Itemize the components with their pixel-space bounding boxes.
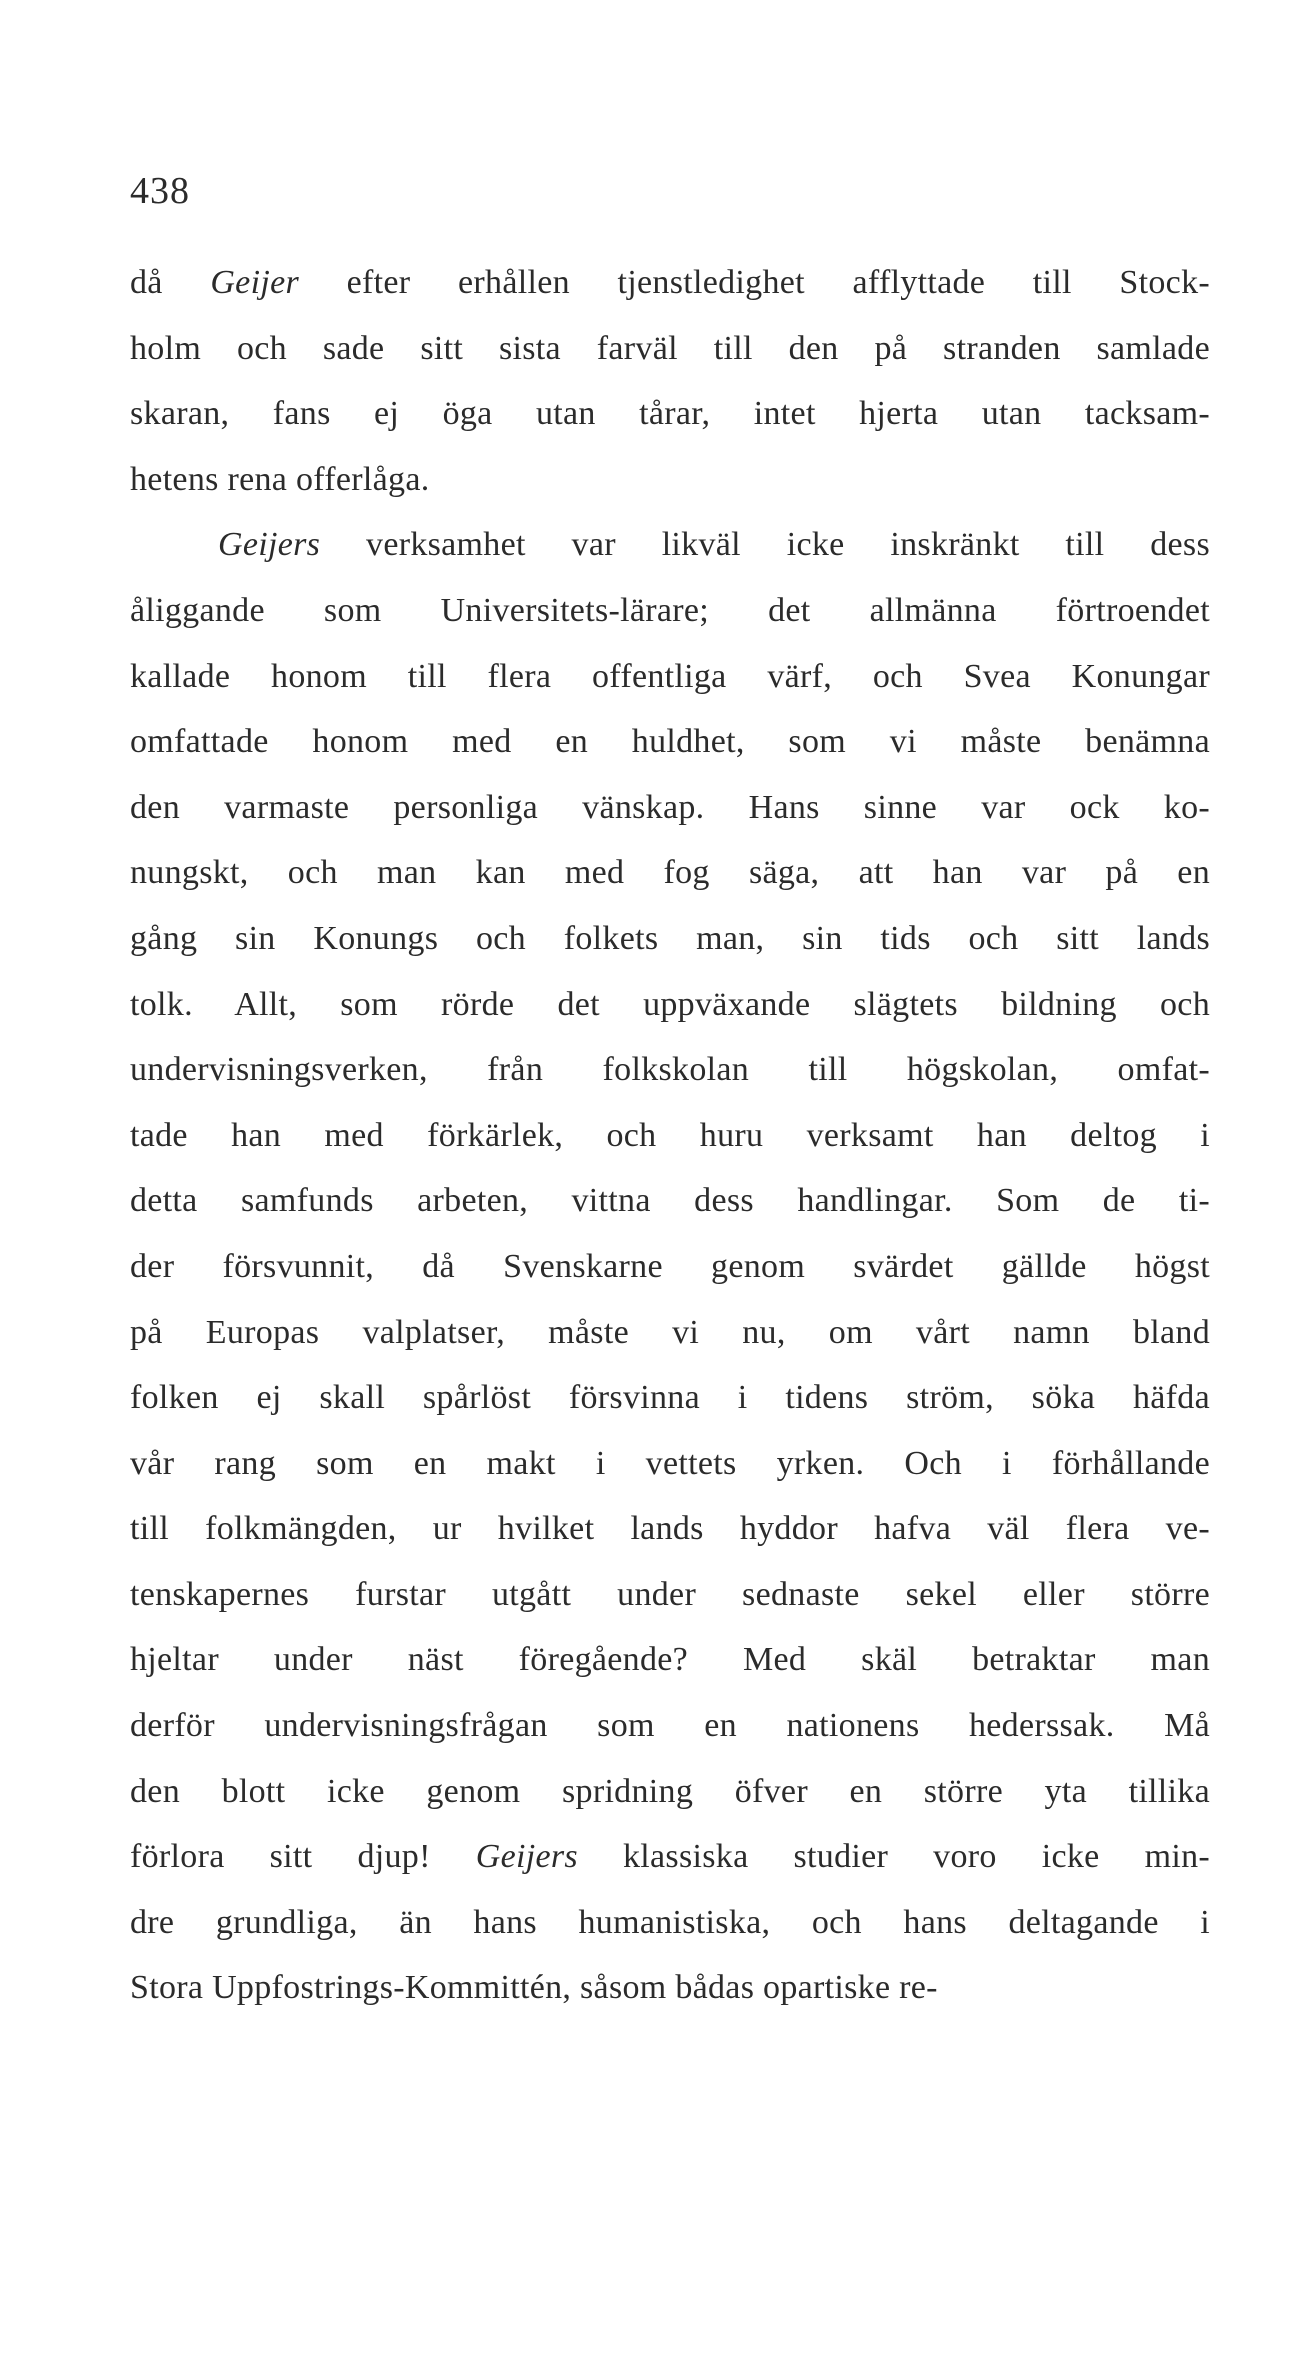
text-line (130, 316, 1210, 382)
text-line (130, 1693, 1210, 1759)
text-line (130, 644, 1210, 710)
text-line (130, 1890, 1210, 1956)
text-line (130, 1365, 1210, 1431)
text-segment: undervisningsverken, från folkskolan till högskolan, omfat- (130, 1051, 1210, 1089)
text-line (130, 1431, 1210, 1497)
text-line (130, 1496, 1210, 1562)
text-line (130, 578, 1210, 644)
text-segment: till folkmängden, ur hvilket lands hyddor hafva väl flera ve- (130, 1510, 1210, 1548)
text-line (130, 447, 1210, 513)
text-line (130, 1562, 1210, 1628)
text-line (130, 840, 1210, 906)
text-segment: nungskt, och man kan med fog säga, att han var på en (130, 854, 1210, 892)
text-segment: då (130, 264, 211, 301)
text-segment: verksamhet var likväl icke inskränkt till dess (320, 526, 1210, 564)
italic-name: Geijer (210, 264, 299, 301)
text-segment: Stora Uppfostrings-Kommittén, såsom bådas opartiske re- (130, 1969, 938, 2007)
italic-name: Geijers (218, 526, 321, 564)
text-segment: gång sin Konungs och folkets man, sin tids och sitt lands (130, 919, 1210, 957)
text-line (130, 1759, 1210, 1825)
text-line (130, 1234, 1210, 1300)
text-segment: åliggande som Universitets-lärare; det allmänna förtroendet (130, 591, 1210, 629)
text-line (130, 906, 1210, 972)
text-line (130, 512, 1210, 578)
text-line (130, 775, 1210, 841)
text-segment: derför undervisningsfrågan som en nationens hederssak. Må (130, 1707, 1210, 1745)
text-segment: tade han med förkärlek, och huru verksamt han deltog i (130, 1116, 1210, 1154)
text-line (130, 1103, 1210, 1169)
text-segment: förlora sitt djup! (130, 1838, 476, 1876)
text-segment: der försvunnit, då Svenskarne genom svärdet gällde högst (130, 1247, 1210, 1285)
text-segment: folken ej skall spårlöst försvinna i tidens ström, söka häfda (130, 1379, 1210, 1417)
text-line (130, 709, 1210, 775)
text-segment: omfattade honom med en huldhet, som vi måste benämna (130, 723, 1210, 761)
text-segment: detta samfunds arbeten, vittna dess handlingar. Som de ti- (130, 1182, 1210, 1220)
text-line (130, 1955, 1210, 2021)
text-line (130, 381, 1210, 447)
text-segment: hetens rena offerlåga. (130, 460, 430, 498)
text-segment: klassiska studier voro icke min- (577, 1838, 1210, 1876)
text-segment: efter erhållen tjenstledighet afflyttade till Stock- (299, 264, 1210, 301)
text-segment: skaran, fans ej öga utan tårar, intet hjerta utan tacksam- (130, 395, 1210, 433)
text-segment: tolk. Allt, som rörde det uppväxande slägtets bildning och (130, 985, 1210, 1023)
text-segment: hjeltar under näst föregående? Med skäl betraktar man (130, 1641, 1210, 1679)
text-line (130, 972, 1210, 1038)
text-segment: kallade honom till flera offentliga värf, och Svea Konungar (130, 657, 1210, 695)
text-segment: holm och sade sitt sista farväl till den på stranden samlade (130, 329, 1210, 367)
text-segment: dre grundliga, än hans humanistiska, och hans deltagande i (130, 1903, 1210, 1941)
text-segment: den varmaste personliga vänskap. Hans sinne var ock ko- (130, 788, 1210, 826)
text-line (130, 1824, 1210, 1890)
text-segment: vår rang som en makt i vettets yrken. Och i förhållande (130, 1444, 1210, 1482)
text-line (130, 1300, 1210, 1366)
italic-name: Geijers (475, 1838, 578, 1876)
text-line (130, 1037, 1210, 1103)
body-text (130, 250, 1210, 2021)
text-segment: tenskapernes furstar utgått under sednaste sekel eller större (130, 1575, 1210, 1613)
page-number: 438 (130, 170, 190, 212)
text-segment: på Europas valplatser, måste vi nu, om vårt namn bland (130, 1313, 1210, 1351)
text-line (130, 250, 1210, 316)
text-segment: den blott icke genom spridning öfver en större yta tillika (130, 1772, 1210, 1810)
text-line (130, 1168, 1210, 1234)
text-line (130, 1627, 1210, 1693)
